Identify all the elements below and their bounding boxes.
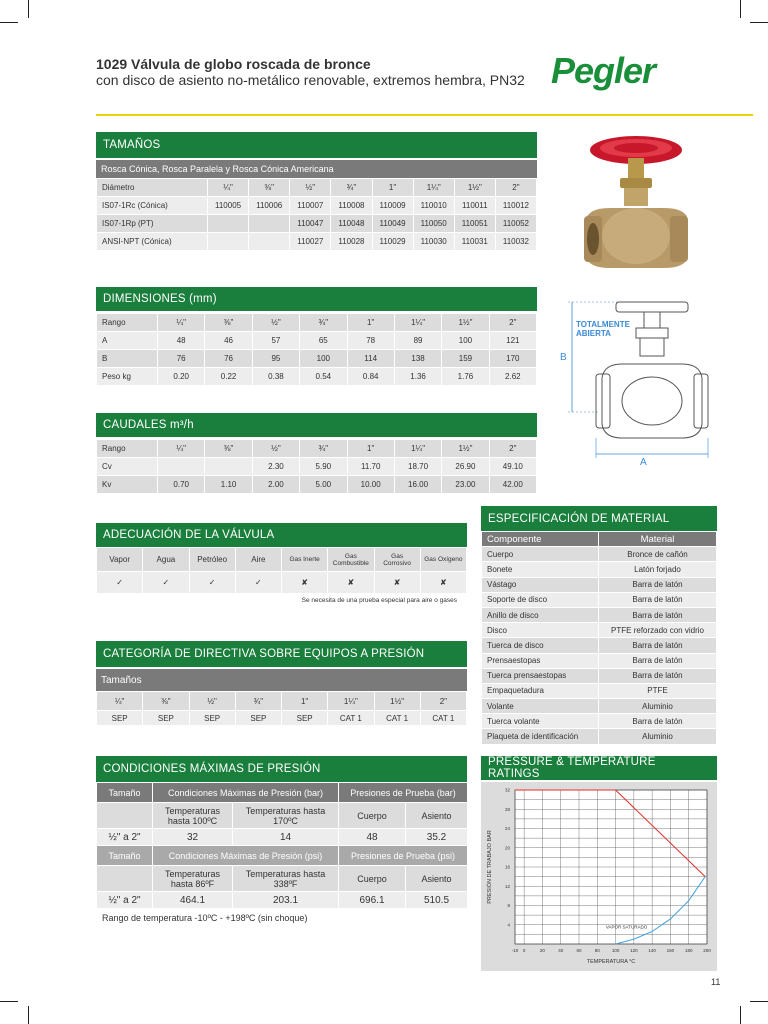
pressure-value-cell: 48	[339, 829, 406, 846]
categoria-subheading: Tamaños	[96, 669, 467, 691]
fluid-header: Agua	[143, 548, 189, 572]
table-row	[97, 233, 537, 251]
table-cell: 2"	[495, 179, 536, 197]
table-cell: PTFE	[599, 683, 717, 698]
pressure-value-cell: 14	[233, 829, 339, 846]
table-row	[482, 714, 717, 729]
pressure-subheader-row	[97, 803, 468, 829]
table-cell: 110049	[372, 215, 413, 233]
table-row	[482, 683, 717, 698]
size-cell: 1"	[282, 692, 328, 711]
pressure-header-cell: Tamaño	[97, 846, 153, 866]
table-cell: Bronce de cañón	[599, 547, 717, 562]
x-tick-label: -10	[511, 948, 519, 953]
size-cell: 1½"	[374, 692, 420, 711]
category-cell: CAT 1	[420, 711, 466, 726]
table-cell: Peso kg	[97, 368, 158, 386]
chart-box	[481, 782, 717, 971]
table-cell: 0.70	[158, 476, 205, 494]
pressure-header-cell: Tamaño	[97, 783, 153, 803]
y-tick-label: 20	[504, 845, 510, 851]
table-row	[482, 623, 717, 638]
size-cell: ¾"	[235, 692, 281, 711]
x-tick-label: 200	[703, 948, 711, 953]
pressure-header-row	[97, 783, 468, 803]
x-tick-label: 140	[648, 948, 656, 953]
y-tick-label: 4	[507, 922, 510, 928]
category-cell: SEP	[235, 711, 281, 726]
table-cell: 57	[252, 332, 299, 350]
material-section	[481, 506, 717, 745]
x-tick-label: 180	[684, 948, 693, 953]
suitability-mark: ✘	[282, 572, 328, 594]
table-cell	[205, 458, 252, 476]
table-cell: Anillo de disco	[482, 607, 599, 622]
suitability-mark: ✘	[420, 572, 466, 594]
category-cell: SEP	[282, 711, 328, 726]
table-row	[482, 668, 717, 683]
suitability-mark: ✓	[235, 572, 281, 594]
table-cell: Rango	[97, 440, 158, 458]
size-cell: 2"	[420, 692, 466, 711]
table-cell: Aluminio	[599, 699, 717, 714]
table-cell: ⅜"	[249, 179, 290, 197]
table-row	[482, 547, 717, 562]
table-cell: 1½"	[454, 179, 495, 197]
table-cell: Latón forjado	[599, 562, 717, 577]
table-cell: 0.22	[205, 368, 252, 386]
table-cell: 0.84	[347, 368, 394, 386]
x-tick-label: 80	[594, 948, 600, 953]
table-cell: ⅜"	[205, 314, 252, 332]
suitability-mark: ✓	[189, 572, 235, 594]
table-cell: 110009	[372, 197, 413, 215]
presion-note: Rango de temperatura -10ºC - +198ºC (sin choque)	[102, 913, 308, 923]
table-cell: Empaquetadura	[482, 683, 599, 698]
table-cell: 1"	[372, 179, 413, 197]
table-cell: 1.36	[394, 368, 441, 386]
x-axis-label: TEMPERATURA °C	[586, 959, 636, 965]
table-row	[97, 368, 537, 386]
presion-table	[96, 782, 468, 909]
categoria-section	[96, 641, 467, 726]
table-cell: 110006	[249, 197, 290, 215]
table-row	[482, 607, 717, 622]
crop-mark	[750, 1001, 768, 1002]
pressure-value-cell: 32	[153, 829, 233, 846]
table-cell: 18.70	[394, 458, 441, 476]
table-cell: 26.90	[442, 458, 489, 476]
table-cell: Cv	[97, 458, 158, 476]
table-cell: Disco	[482, 623, 599, 638]
crop-mark	[0, 22, 18, 23]
table-cell: Cuerpo	[482, 547, 599, 562]
suitability-mark: ✓	[97, 572, 143, 594]
table-cell: 110032	[495, 233, 536, 251]
x-tick-label: 60	[576, 948, 582, 953]
table-cell: 2.30	[252, 458, 299, 476]
caudales-section	[96, 413, 537, 494]
table-row	[97, 711, 467, 726]
table-cell: ¼"	[158, 440, 205, 458]
table-cell: ¼"	[208, 179, 249, 197]
size-cell: 1¼"	[328, 692, 374, 711]
pressure-header-row	[97, 846, 468, 866]
table-cell: 1"	[347, 440, 394, 458]
table-cell: Tuerca volante	[482, 714, 599, 729]
table-cell: ½"	[290, 179, 331, 197]
table-cell: 1¼"	[394, 440, 441, 458]
table-cell: Diámetro	[97, 179, 208, 197]
table-cell: Kv	[97, 476, 158, 494]
table-cell: 110011	[454, 197, 495, 215]
table-cell: 16.00	[394, 476, 441, 494]
table-cell: 1¼"	[394, 314, 441, 332]
tamanos-table	[96, 178, 537, 251]
pressure-header-cell: Presiones de Prueba (psi)	[339, 846, 468, 866]
table-cell: 110048	[331, 215, 372, 233]
table-cell: PTFE reforzado con vidrio	[599, 623, 717, 638]
table-cell: IS07-1Rc (Cónica)	[97, 197, 208, 215]
table-cell: 0.54	[300, 368, 347, 386]
y-tick-label: 8	[507, 903, 510, 908]
header-divider	[96, 114, 753, 116]
table-cell: 110010	[413, 197, 454, 215]
table-cell	[249, 215, 290, 233]
categoria-table	[96, 691, 467, 726]
y-tick-label: 12	[504, 883, 510, 889]
category-cell: SEP	[189, 711, 235, 726]
pressure-subheader-cell	[97, 803, 153, 829]
fluid-header: Gas Inerte	[282, 548, 328, 572]
page-title: 1029 Válvula de globo roscada de bronce	[96, 56, 371, 72]
table-cell: 78	[347, 332, 394, 350]
table-row	[97, 440, 537, 458]
fluid-header: Aire	[235, 548, 281, 572]
table-cell: Barra de latón	[599, 577, 717, 592]
pressure-header-cell: Condiciones Máximas de Presión (bar)	[153, 783, 339, 803]
table-row	[482, 699, 717, 714]
table-cell: 2"	[489, 314, 536, 332]
adecuacion-heading: ADECUACIÓN DE LA VÁLVULA	[96, 523, 467, 547]
pressure-value-cell: ½" a 2"	[97, 829, 153, 846]
fluid-header: Gas Combustible	[328, 548, 374, 572]
table-cell: Barra de latón	[599, 638, 717, 653]
table-row	[97, 548, 467, 572]
table-cell: IS07-1Rp (PT)	[97, 215, 208, 233]
x-tick-label: 0	[522, 948, 526, 953]
table-cell	[249, 233, 290, 251]
tamanos-subheading: Rosca Cónica, Rosca Paralela y Rosca Cónica Americana	[96, 160, 537, 178]
size-cell: ¼"	[97, 692, 143, 711]
pressure-value-row	[97, 829, 468, 846]
dimensiones-section	[96, 287, 537, 386]
table-row	[97, 572, 467, 594]
table-cell: ½"	[252, 440, 299, 458]
table-row	[482, 653, 717, 668]
pressure-value-cell: 510.5	[406, 892, 468, 909]
table-cell: 110005	[208, 197, 249, 215]
table-cell: 110007	[290, 197, 331, 215]
pressure-subheader-cell: Temperaturas hasta 338ºF	[233, 866, 339, 892]
size-cell: ½"	[189, 692, 235, 711]
page-number: 11	[711, 977, 721, 987]
category-cell: CAT 1	[374, 711, 420, 726]
table-cell: 110050	[413, 215, 454, 233]
caudales-table	[96, 439, 537, 494]
tamanos-heading: TAMAÑOS	[96, 132, 537, 158]
table-cell: 100	[300, 350, 347, 368]
table-cell: Barra de latón	[599, 592, 717, 607]
crop-mark	[0, 1001, 18, 1002]
pressure-value-cell: ½" a 2"	[97, 892, 153, 909]
table-row	[97, 476, 537, 494]
category-cell: CAT 1	[328, 711, 374, 726]
table-cell: 110027	[290, 233, 331, 251]
material-heading: ESPECIFICACIÓN DE MATERIAL	[481, 506, 717, 531]
chart-heading: PRESSURE & TEMPERATURE RATINGS	[481, 756, 717, 780]
table-cell: 11.70	[347, 458, 394, 476]
page-subtitle: con disco de asiento no-metálico renovable, extremos hembra, PN32	[96, 72, 525, 88]
pressure-value-cell: 696.1	[339, 892, 406, 909]
table-row	[482, 562, 717, 577]
table-cell: Barra de latón	[599, 668, 717, 683]
x-tick-label: 120	[630, 948, 638, 953]
table-row	[97, 458, 537, 476]
crop-mark	[750, 22, 768, 23]
table-row	[482, 592, 717, 607]
table-cell: 110047	[290, 215, 331, 233]
pressure-value-row	[97, 892, 468, 909]
y-tick-label: 32	[504, 787, 510, 793]
suitability-mark: ✘	[374, 572, 420, 594]
table-cell: Aluminio	[599, 729, 717, 744]
pegler-logo: Pegler	[551, 50, 656, 91]
table-cell: 65	[300, 332, 347, 350]
y-tick-label: 28	[504, 806, 510, 812]
material-header: Material	[599, 532, 717, 547]
table-cell: Vástago	[482, 577, 599, 592]
dimensiones-heading: DIMENSIONES (mm)	[96, 287, 537, 311]
table-cell: 159	[442, 350, 489, 368]
table-cell: 2"	[489, 440, 536, 458]
table-cell: Barra de latón	[599, 714, 717, 729]
table-cell: 2.62	[489, 368, 536, 386]
table-cell: 114	[347, 350, 394, 368]
pressure-value-cell: 203.1	[233, 892, 339, 909]
table-cell: 110031	[454, 233, 495, 251]
presion-section	[96, 756, 467, 923]
pressure-subheader-cell: Temperaturas hasta 86ºF	[153, 866, 233, 892]
pressure-subheader-cell: Asiento	[406, 866, 468, 892]
adecuacion-section	[96, 523, 467, 604]
adecuacion-table	[96, 547, 467, 594]
table-cell: 5.00	[300, 476, 347, 494]
x-tick-label: 160	[666, 948, 675, 953]
table-cell: 1½"	[442, 314, 489, 332]
table-cell: 49.10	[489, 458, 536, 476]
table-cell: A	[97, 332, 158, 350]
adecuacion-note: Se necesita de una prueba especial para aire o gases	[301, 597, 457, 604]
table-cell: Tuerca de disco	[482, 638, 599, 653]
table-cell: 110030	[413, 233, 454, 251]
crop-mark	[740, 1006, 741, 1024]
table-cell: 138	[394, 350, 441, 368]
table-cell: 5.90	[300, 458, 347, 476]
table-cell	[208, 233, 249, 251]
table-row	[97, 215, 537, 233]
crop-mark	[28, 1006, 29, 1024]
pressure-value-cell: 464.1	[153, 892, 233, 909]
fully-open-label: TOTALMENTE ABIERTA	[576, 320, 630, 338]
table-cell: 76	[158, 350, 205, 368]
table-cell: Barra de latón	[599, 653, 717, 668]
table-cell: 46	[205, 332, 252, 350]
table-cell: 48	[158, 332, 205, 350]
table-cell: 110052	[495, 215, 536, 233]
table-cell: B	[97, 350, 158, 368]
table-cell: 121	[489, 332, 536, 350]
y-tick-label: 24	[504, 826, 510, 831]
fluid-header: Petróleo	[189, 548, 235, 572]
x-tick-label: 100	[611, 948, 620, 953]
table-row	[97, 179, 537, 197]
component-header: Componente	[482, 532, 599, 547]
table-cell: Prensaestopas	[482, 653, 599, 668]
table-row	[97, 314, 537, 332]
table-cell: 110028	[331, 233, 372, 251]
table-cell: 10.00	[347, 476, 394, 494]
table-cell: Volante	[482, 699, 599, 714]
table-cell: 110051	[454, 215, 495, 233]
table-row	[482, 729, 717, 744]
table-row	[482, 638, 717, 653]
presion-heading: CONDICIONES MÁXIMAS DE PRESIÓN	[96, 756, 467, 782]
table-row	[97, 692, 467, 711]
table-cell: 89	[394, 332, 441, 350]
table-cell: Rango	[97, 314, 158, 332]
tamanos-section	[96, 132, 537, 251]
table-cell: 2.00	[252, 476, 299, 494]
y-tick-label: 16	[504, 864, 510, 870]
valve-photo	[574, 128, 704, 288]
pressure-subheader-cell: Cuerpo	[339, 866, 406, 892]
pressure-subheader-cell: Asiento	[406, 803, 468, 829]
y-axis-label: PRESIÓN DE TRABAJO BAR	[487, 830, 493, 904]
dimension-b-label: B	[560, 352, 567, 363]
suitability-mark: ✓	[143, 572, 189, 594]
table-cell: 110008	[331, 197, 372, 215]
table-cell: Plaqueta de identificación	[482, 729, 599, 744]
table-cell: ANSI-NPT (Cónica)	[97, 233, 208, 251]
pressure-header-cell: Condiciones Máximas de Presión (psi)	[153, 846, 339, 866]
table-cell: 1½"	[442, 440, 489, 458]
dimensiones-table	[96, 313, 537, 386]
table-cell: Bonete	[482, 562, 599, 577]
table-cell: 76	[205, 350, 252, 368]
crop-mark	[740, 0, 741, 18]
table-cell: 1.76	[442, 368, 489, 386]
table-row	[97, 350, 537, 368]
table-row	[482, 577, 717, 592]
caudales-heading: CAUDALES m³/h	[96, 413, 537, 437]
crop-mark	[28, 0, 29, 18]
saturated-steam-annotation: VAPOR SATURADO	[605, 924, 648, 930]
material-table	[481, 531, 717, 745]
table-row	[97, 332, 537, 350]
categoria-heading: CATEGORÍA DE DIRECTIVA SOBRE EQUIPOS A PRESIÓN	[96, 641, 467, 667]
table-cell: 1¼"	[413, 179, 454, 197]
table-cell: ¾"	[331, 179, 372, 197]
table-cell: 0.38	[252, 368, 299, 386]
table-cell: ¾"	[300, 440, 347, 458]
table-row	[97, 197, 537, 215]
dimension-a-label: A	[640, 457, 647, 468]
table-cell: 110029	[372, 233, 413, 251]
table-cell	[208, 215, 249, 233]
material-header-row	[482, 532, 717, 547]
table-cell: 170	[489, 350, 536, 368]
table-cell: 100	[442, 332, 489, 350]
table-cell: ¼"	[158, 314, 205, 332]
table-cell: Barra de latón	[599, 607, 717, 622]
fluid-header: Gas Corrosivo	[374, 548, 420, 572]
x-tick-label: 40	[558, 948, 564, 953]
pressure-subheader-cell: Temperaturas hasta 170ºC	[233, 803, 339, 829]
table-cell: 23.00	[442, 476, 489, 494]
size-cell: ⅜"	[143, 692, 189, 711]
pressure-header-cell: Presiones de Prueba (bar)	[339, 783, 468, 803]
table-cell: 1.10	[205, 476, 252, 494]
pressure-temperature-chart	[481, 782, 717, 971]
pressure-subheader-cell	[97, 866, 153, 892]
pressure-subheader-row	[97, 866, 468, 892]
pressure-temperature-section	[481, 756, 717, 971]
pressure-value-cell: 35.2	[406, 829, 468, 846]
x-tick-label: 20	[539, 948, 545, 953]
fluid-header: Vapor	[97, 548, 143, 572]
category-cell: SEP	[143, 711, 189, 726]
table-cell	[158, 458, 205, 476]
pressure-subheader-cell: Cuerpo	[339, 803, 406, 829]
table-cell: 42.00	[489, 476, 536, 494]
table-cell: 110012	[495, 197, 536, 215]
table-cell: Soporte de disco	[482, 592, 599, 607]
pressure-subheader-cell: Temperaturas hasta 100ºC	[153, 803, 233, 829]
table-cell: ⅜"	[205, 440, 252, 458]
table-cell: ½"	[252, 314, 299, 332]
fluid-header: Gas Oxígeno	[420, 548, 466, 572]
table-cell: ¾"	[300, 314, 347, 332]
suitability-mark: ✘	[328, 572, 374, 594]
table-cell: 95	[252, 350, 299, 368]
category-cell: SEP	[97, 711, 143, 726]
table-cell: Tuerca prensaestopas	[482, 668, 599, 683]
table-cell: 1"	[347, 314, 394, 332]
table-cell: 0.20	[158, 368, 205, 386]
